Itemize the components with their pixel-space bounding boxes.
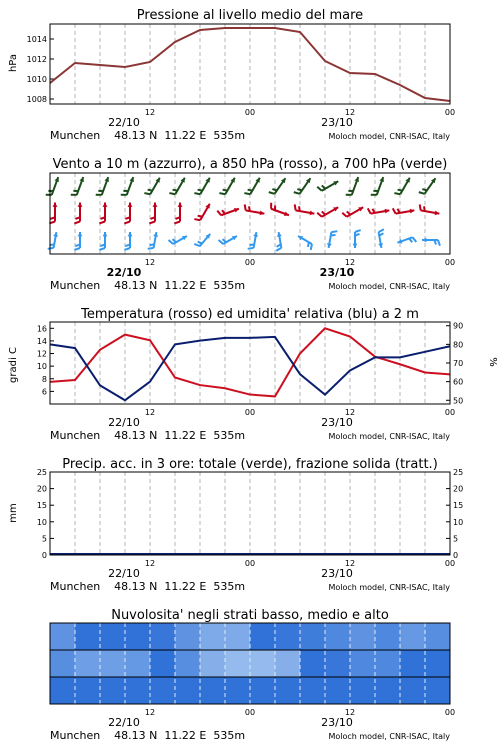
y-tick-label: 1010 — [26, 75, 47, 84]
x-tick-label: 12 — [344, 108, 356, 117]
cloud-cell — [350, 650, 376, 677]
wind-barb — [169, 178, 184, 194]
wind-barb — [371, 177, 384, 195]
x-tick-label: 12 — [344, 559, 356, 568]
x-tick-label: 00 — [444, 408, 456, 417]
cloud-cell — [275, 623, 301, 650]
cloud-cell — [275, 650, 301, 677]
cloud-cell — [375, 677, 401, 704]
y-tick-label: 20 — [36, 484, 47, 494]
wind-barb — [276, 232, 282, 251]
pressure-title: Pressione al livello medio del mare — [136, 8, 364, 23]
wind-barb — [121, 177, 134, 195]
cloud-cell — [225, 623, 251, 650]
y2-tick-label: 70 — [453, 359, 464, 368]
y-tick-label: 1014 — [26, 35, 47, 44]
cloud-cell — [175, 623, 201, 650]
cloud-cell — [50, 623, 76, 650]
x-date-label: 22/10 — [108, 567, 140, 580]
y-tick-label: 6 — [41, 387, 47, 397]
wind-barb — [46, 177, 59, 195]
wind-barb — [269, 178, 286, 194]
y2-tick-label: 0 — [453, 551, 459, 560]
cloud-title: Nuvolosita' negli strati basso, medio e alto — [111, 608, 389, 623]
x-date-label: 22/10 — [108, 416, 140, 429]
y-tick-label: 5 — [41, 534, 47, 544]
cloud-cell — [325, 623, 351, 650]
location-label: Munchen 48.13 N 11.22 E 535m — [50, 729, 246, 742]
cloud-cell — [275, 677, 301, 704]
temp-ylabel: gradi C — [8, 347, 19, 383]
x-tick-label: 00 — [244, 708, 256, 717]
x-tick-label: 12 — [144, 108, 156, 117]
wind-barb — [149, 203, 157, 224]
precip-ylabel: mm — [8, 503, 19, 523]
cloud-cell — [300, 650, 326, 677]
y2-tick-label: 60 — [453, 377, 464, 387]
wind-barb — [49, 203, 57, 224]
wind-title: Vento a 10 m (azzurro), a 850 hPa (rosso), a 700 hPa (verde) — [52, 157, 448, 172]
wind-barb — [124, 203, 132, 224]
wind-barb — [317, 207, 338, 217]
cloud-cell — [425, 650, 451, 677]
wind-barb — [368, 208, 390, 213]
cloud-cell — [375, 650, 401, 677]
cloud-cell — [400, 650, 426, 677]
wind-panel — [46, 157, 450, 254]
cloud-cell — [400, 623, 426, 650]
cloud-cell — [100, 677, 126, 704]
wind-barb — [327, 231, 337, 248]
cloud-cell — [175, 677, 201, 704]
cloud-cell — [150, 677, 176, 704]
cloud-cell — [375, 623, 401, 650]
y-tick-label: 14 — [36, 336, 47, 346]
wind-barb — [217, 208, 239, 215]
x-tick-label: 00 — [444, 708, 456, 717]
model-credit: Moloch model, CNR-ISAC, Italy — [328, 432, 450, 441]
wind-barb — [271, 203, 289, 216]
cloud-cell — [225, 650, 251, 677]
cloud-cell — [125, 623, 151, 650]
wind-barb — [393, 208, 415, 213]
wind-barb — [71, 177, 84, 195]
x-date-label: 22/10 — [106, 266, 142, 279]
y-tick-label: 1012 — [26, 55, 47, 64]
wind-barb — [298, 236, 312, 250]
cloud-cell — [250, 623, 276, 650]
wind-barb — [378, 229, 384, 248]
wind-barb — [342, 207, 363, 217]
y2-tick-label: 90 — [453, 321, 464, 331]
y-tick-label: 25 — [36, 468, 47, 477]
wind-barb — [148, 232, 158, 249]
wind-barb — [353, 230, 361, 248]
wind-barb — [219, 236, 237, 244]
wind-frame — [50, 173, 450, 254]
wind-barb — [169, 236, 187, 244]
cloud-cell — [400, 677, 426, 704]
cloud-cell — [425, 623, 451, 650]
cloud-cell — [325, 650, 351, 677]
x-tick-label: 12 — [344, 408, 356, 417]
precip-panel — [8, 457, 463, 560]
wind-barb — [317, 181, 338, 191]
x-date-label: 22/10 — [108, 716, 140, 729]
x-date-label: 23/10 — [319, 266, 355, 279]
pressure-panel — [8, 8, 450, 104]
cloud-cell — [325, 677, 351, 704]
wind-barb — [248, 232, 258, 249]
wind-barb — [144, 178, 159, 194]
cloud-cell — [50, 677, 76, 704]
y2-tick-label: 5 — [453, 534, 459, 544]
cloud-cell — [250, 650, 276, 677]
humidity-ylabel: % — [487, 357, 498, 367]
cloud-cell — [100, 623, 126, 650]
x-tick-label: 12 — [144, 258, 156, 267]
cloud-cell — [225, 677, 251, 704]
y-tick-label: 16 — [36, 324, 47, 334]
y2-tick-label: 15 — [453, 501, 464, 511]
cloud-cell — [150, 623, 176, 650]
pressure-frame — [50, 24, 450, 104]
wind-barb — [419, 178, 436, 194]
cloud-cell — [200, 677, 226, 704]
cloud-cell — [350, 677, 376, 704]
wind-barb — [194, 204, 209, 220]
wind-barb — [48, 232, 58, 249]
cloud-panel — [50, 608, 451, 704]
model-credit: Moloch model, CNR-ISAC, Italy — [328, 282, 450, 291]
wind-barb — [96, 177, 109, 195]
location-label: Munchen 48.13 N 11.22 E 535m — [50, 129, 246, 142]
precip-title: Precip. acc. in 3 ore: totale (verde), frazione solida (tratt.) — [62, 457, 438, 472]
cloud-cell — [100, 650, 126, 677]
cloud-cell — [75, 623, 101, 650]
wind-barb — [294, 178, 311, 194]
wind-barb — [99, 232, 107, 250]
cloud-cell — [150, 650, 176, 677]
x-tick-label: 12 — [144, 559, 156, 568]
temp-title: Temperatura (rosso) ed umidita' relativa (blu) a 2 m — [81, 307, 419, 322]
cloud-cell — [250, 677, 276, 704]
x-date-label: 23/10 — [321, 116, 353, 129]
y-tick-label: 12 — [36, 349, 47, 359]
x-date-label: 23/10 — [321, 567, 353, 580]
wind-barb — [244, 178, 259, 194]
x-tick-label: 00 — [444, 559, 456, 568]
location-label: Munchen 48.13 N 11.22 E 535m — [50, 580, 246, 593]
wind-barb — [420, 204, 440, 215]
wind-barb — [245, 204, 265, 215]
cloud-cell — [425, 677, 451, 704]
model-credit: Moloch model, CNR-ISAC, Italy — [328, 732, 450, 741]
y-tick-label: 0 — [41, 551, 47, 560]
wind-barb — [295, 204, 315, 215]
x-tick-label: 00 — [244, 108, 256, 117]
model-credit: Moloch model, CNR-ISAC, Italy — [328, 583, 450, 592]
cloud-cell — [200, 623, 226, 650]
wind-barb — [219, 178, 234, 194]
y2-tick-label: 10 — [453, 517, 464, 527]
x-tick-label: 00 — [444, 258, 456, 267]
x-date-label: 22/10 — [108, 116, 140, 129]
x-tick-label: 00 — [444, 108, 456, 117]
cloud-cell — [50, 650, 76, 677]
cloud-cell — [175, 650, 201, 677]
wind-barb — [174, 203, 182, 224]
wind-barb — [194, 234, 210, 246]
wind-barb — [394, 178, 409, 194]
x-tick-label: 12 — [144, 708, 156, 717]
pressure-ylabel: hPa — [8, 53, 19, 73]
cloud-cell — [125, 650, 151, 677]
cloud-cell — [300, 623, 326, 650]
x-tick-label: 00 — [244, 559, 256, 568]
wind-barb — [194, 178, 209, 194]
wind-barb — [99, 203, 107, 224]
cloud-cell — [75, 677, 101, 704]
x-tick-label: 12 — [344, 258, 356, 267]
x-tick-label: 00 — [244, 258, 256, 267]
y2-tick-label: 80 — [453, 340, 464, 350]
y-tick-label: 8 — [41, 374, 47, 384]
y2-tick-label: 20 — [453, 484, 464, 494]
wind-barb — [346, 177, 359, 195]
wind-barb — [74, 203, 82, 224]
model-credit: Moloch model, CNR-ISAC, Italy — [328, 132, 450, 141]
location-label: Munchen 48.13 N 11.22 E 535m — [50, 429, 246, 442]
y-tick-label: 1008 — [26, 95, 47, 104]
y2-tick-label: 25 — [453, 468, 464, 477]
location-label: Munchen 48.13 N 11.22 E 535m — [50, 279, 246, 292]
cloud-cell — [300, 677, 326, 704]
x-date-label: 23/10 — [321, 416, 353, 429]
temp-panel — [8, 307, 498, 405]
y-tick-label: 10 — [36, 362, 47, 372]
y-tick-label: 10 — [36, 517, 47, 527]
cloud-cell — [125, 677, 151, 704]
x-date-label: 23/10 — [321, 716, 353, 729]
x-tick-label: 00 — [244, 408, 256, 417]
cloud-cell — [75, 650, 101, 677]
y2-tick-label: 50 — [453, 396, 464, 406]
wind-barb — [74, 232, 82, 250]
cloud-cell — [350, 623, 376, 650]
wind-barb — [124, 232, 132, 250]
x-tick-label: 12 — [344, 708, 356, 717]
x-tick-label: 12 — [144, 408, 156, 417]
cloud-cell — [200, 650, 226, 677]
y-tick-label: 15 — [36, 501, 47, 511]
